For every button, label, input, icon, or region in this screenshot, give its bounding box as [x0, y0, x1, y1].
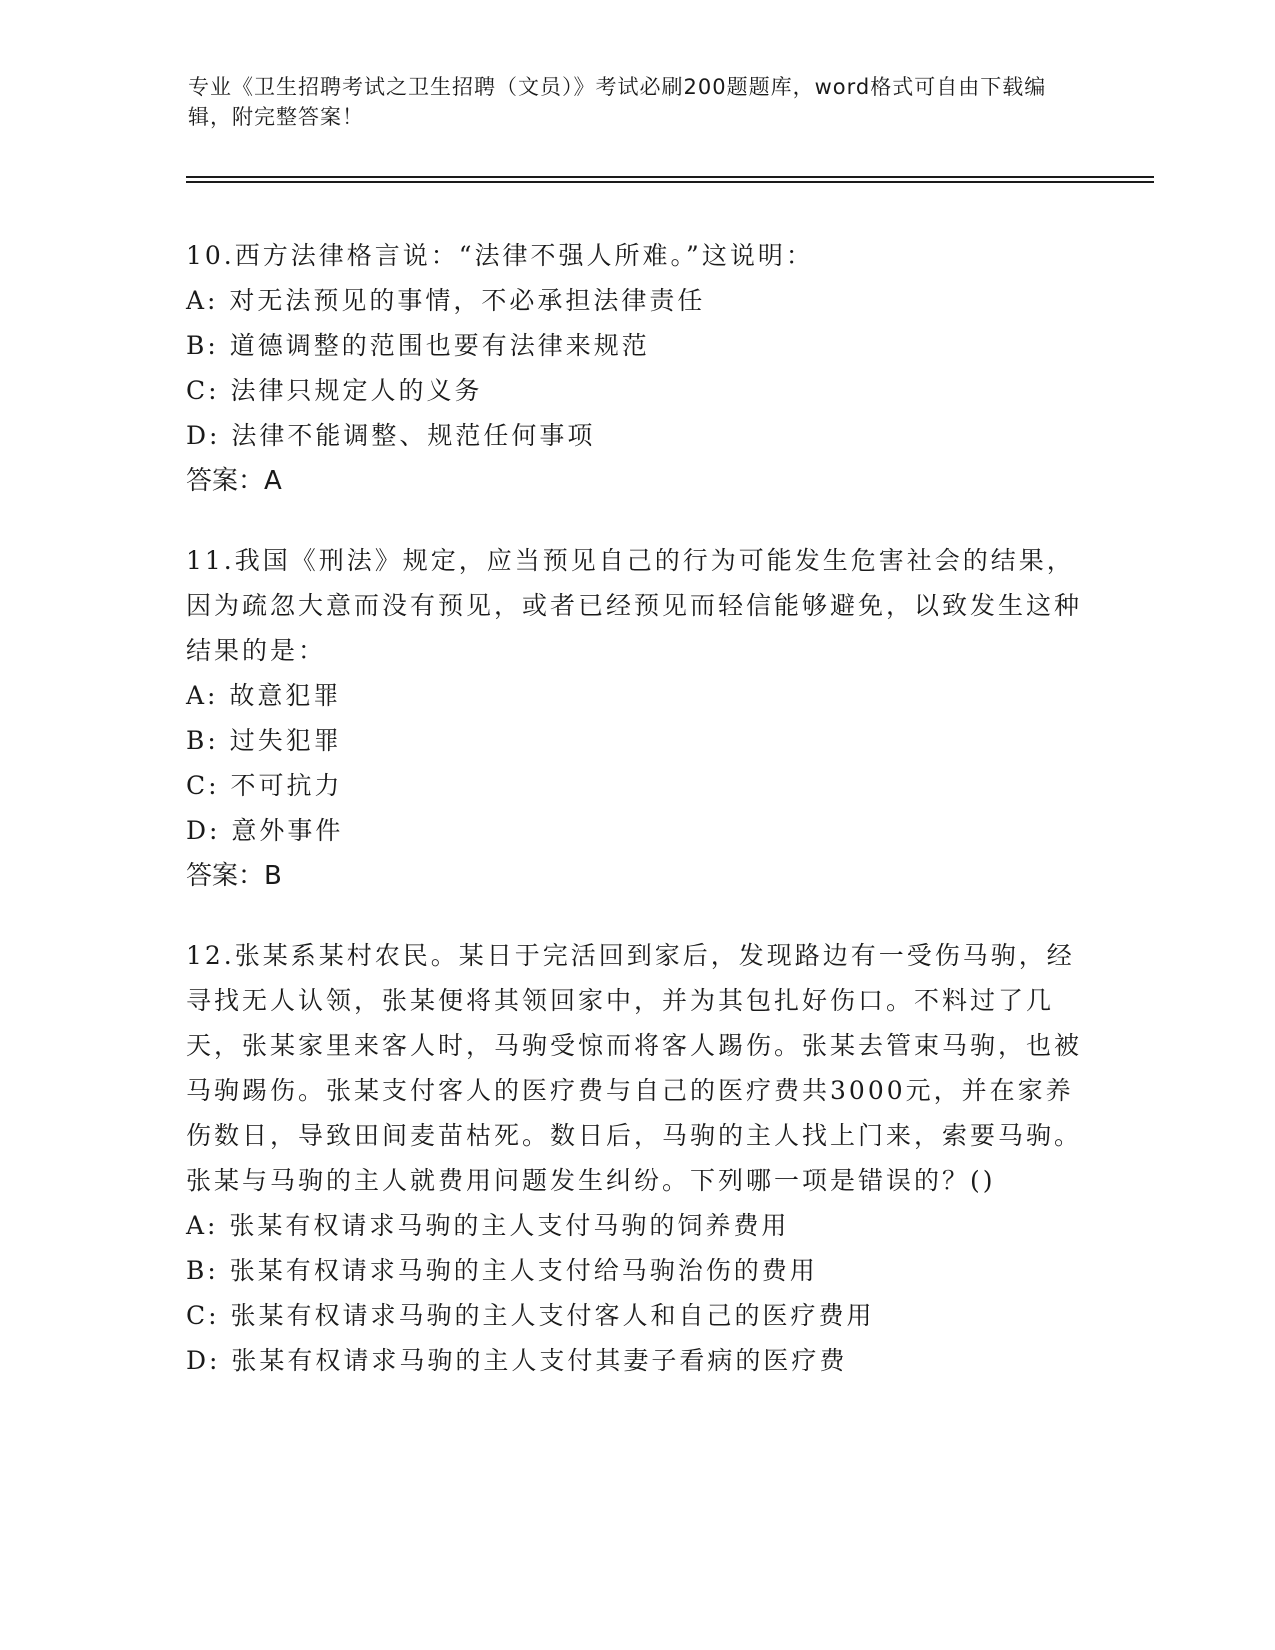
question-list — [186, 233, 1086, 1417]
question-10 — [186, 233, 1086, 504]
option-b: B: 道德调整的范围也要有法律来规范 — [186, 331, 650, 360]
question-12 — [186, 933, 1086, 1383]
option-a: A: 对无法预见的事情，不必承担法律责任 — [186, 286, 706, 315]
question-11 — [186, 538, 1086, 899]
option-c: C: 张某有权请求马驹的主人支付客人和自己的医疗费用 — [186, 1301, 875, 1330]
option-a: A: 故意犯罪 — [186, 681, 342, 710]
option-c: C: 法律只规定人的义务 — [186, 376, 483, 405]
option-d: D: 法律不能调整、规范任何事项 — [186, 421, 596, 450]
answer-label: 答案：B — [186, 861, 282, 891]
option-c: C: 不可抗力 — [186, 771, 343, 800]
option-b: B: 张某有权请求马驹的主人支付给马驹治伤的费用 — [186, 1256, 818, 1285]
answer-label: 答案：A — [186, 466, 282, 496]
question-stem: 12.张某系某村农民。某日于完活回到家后，发现路边有一受伤马驹，经寻找无人认领，张某便将其领回家中，并为其包扎好伤口。不料过了几天，张某家里来客人时，马驹受惊而将客人踢伤。张某去管束马驹，也被马驹踢伤。张某支付客人的医疗费与自己的医疗费共3000元，并在家养伤数日，导致田间麦苗枯死。数日后，马驹的主人找上门来，索要马驹。张某与马驹的主人就费用问题发生纠纷。下列哪一项是错误的？() — [186, 941, 1083, 1195]
option-d: D: 意外事件 — [186, 816, 344, 845]
header-divider-top — [186, 176, 1154, 178]
document-intro: 专业《卫生招聘考试之卫生招聘（文员）》考试必刷200题题库，word格式可自由下载编辑，附完整答案！ — [188, 75, 1047, 129]
question-stem: 10.西方法律格言说：“法律不强人所难。”这说明： — [186, 241, 814, 270]
option-b: B: 过失犯罪 — [186, 726, 342, 755]
option-d: D: 张某有权请求马驹的主人支付其妻子看病的医疗费 — [186, 1346, 848, 1375]
header-divider-bottom — [186, 181, 1154, 183]
question-stem: 11.我国《刑法》规定，应当预见自己的行为可能发生危害社会的结果，因为疏忽大意而没有预见，或者已经预见而轻信能够避免，以致发生这种结果的是： — [186, 546, 1083, 665]
option-a: A: 张某有权请求马驹的主人支付马驹的饲养费用 — [186, 1211, 790, 1240]
